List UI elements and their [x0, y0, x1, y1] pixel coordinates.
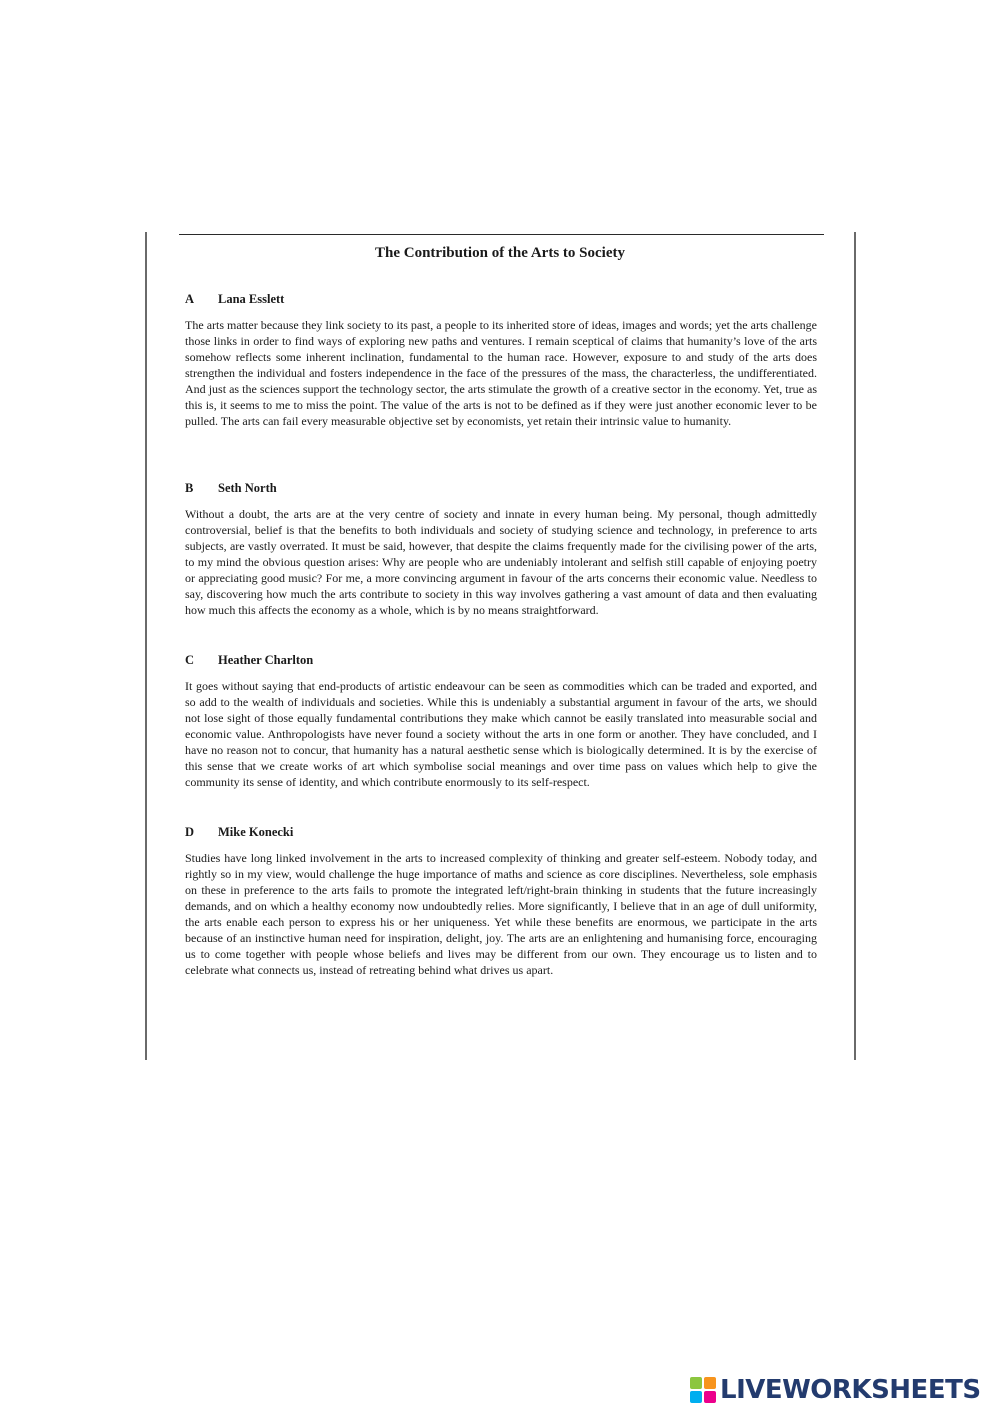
section-letter: B [185, 481, 194, 495]
logo-square-icon [704, 1377, 716, 1389]
section-text: Studies have long linked involvement in the arts to increased complexity of thinking and greater self-esteem. Nobody today, and rightly so in my view, would challenge the huge importance of maths and science as core disciplines. Nevertheless, sole emphasis on these in preference to the arts fails to promote the integrated left/right-brain thinking in students that the future increasingly demands, and on which a healthy economy now undoubtedly relies. More significantly, I believe that in an age of dull uniformity, the arts enable each person to express his or her uniqueness. Yet while these benefits are enormous, we participate in the arts because of an instinctive human need for inspiration, delight, joy. The arts are an enlightening and humanising force, encouraging us to come together with people whose beliefs and lives may be different from our own. They encourage us to listen and to celebrate what connects us, instead of retreating behind what drives us apart. [185, 851, 817, 977]
logo-square-icon [690, 1391, 702, 1403]
section-c [185, 651, 817, 790]
section-text: It goes without saying that end-products of artistic endeavour can be seen as commodities which can be traded and exported, and so add to the wealth of individuals and societies. While this is undeniably a substantial argument in favour of the arts, we should not lose sight of those equally fundamental contributions they make which cannot be easily translated into measurable social and economic value. Anthropologists have never found a society without the arts in one form or another. They have concluded, and I have no reason not to concur, that humanity has a natural aesthetic sense which is biologically determined. It is by the exercise of this sense that we create works of art which symbolise social meanings and over time pass on values which help to give the community its sense of identity, and which contribute enormously to its self-respect. [185, 679, 817, 789]
section-text: Without a doubt, the arts are at the very centre of society and innate in every human being. My personal, though admittedly controversial, belief is that the benefits to both individuals and society of studying science and technology, in preference to arts subjects, are vastly overrated. It must be said, however, that despite the claims frequently made for the civilising power of the arts, to my mind the obvious question arises: Why are people who are undeniably intolerant and selfish still capable of enjoying poetry or appreciating good music? For me, a more convincing argument in favour of the arts concerns their economic value. Needless to say, discovering how much the arts contribute to society in this way involves gathering a vast amount of data and then evaluating how much this affects the economy as a whole, which is by no means straightforward. [185, 507, 817, 617]
logo-square-icon [704, 1391, 716, 1403]
liveworksheets-logo[interactable] [690, 1374, 981, 1406]
section-heading [185, 479, 817, 497]
section-b [185, 479, 817, 618]
logo-square-icon [690, 1377, 702, 1389]
section-heading [185, 651, 817, 669]
author-name: Lana Esslett [218, 292, 285, 306]
author-name: Heather Charlton [218, 653, 314, 667]
section-letter: A [185, 292, 195, 306]
author-name: Mike Konecki [218, 825, 294, 839]
section-letter: D [185, 825, 195, 839]
logo-mark-icon [690, 1377, 716, 1403]
section-letter: C [185, 653, 195, 667]
section-a [185, 290, 817, 429]
document-title: The Contribution of the Arts to Society [375, 245, 625, 261]
section-d [185, 823, 817, 978]
section-text: The arts matter because they link society to its past, a people to its inherited store of ideas, images and words; yet the arts challenge those links in order to find ways of exploring new paths and ventures. I remain sceptical of claims that humanity’s love of the arts somehow reflects some inherent inclination, fundamental to the human race. However, exposure to and study of the arts does strengthen the individual and fosters independence in the face of the pressures of the mass, the characterless, the undifferentiated. And just as the sciences support the technology sector, the arts stimulate the growth of a creative sector in the economy. Yet, true as this is, it seems to me to miss the point. The value of the arts is not to be defined as if they were just another economic lever to be pulled. The arts can fail every measurable objective set by economists, yet retain their intrinsic value to humanity. [185, 318, 817, 428]
section-heading [185, 290, 817, 308]
author-name: Seth North [218, 481, 277, 495]
left-border-line [145, 232, 147, 1060]
section-heading [185, 823, 817, 841]
top-rule [179, 234, 824, 235]
right-border-line [854, 232, 856, 1060]
logo-text: LIVEWORKSHEETS [720, 1375, 981, 1405]
